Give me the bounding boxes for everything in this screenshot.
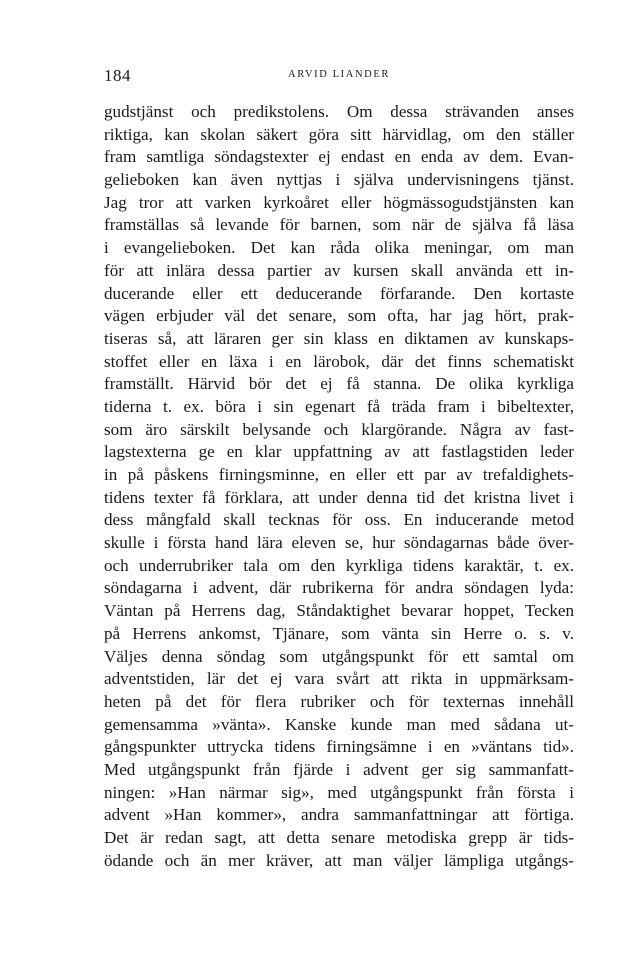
text-line: gemensamma »vänta». Kanske kunde man med sådana ut- [104,714,574,734]
text-line: gudstjänst och predikstolens. Om dessa strävanden anses [104,102,574,121]
text-line: och underrubriker tala om den kyrkliga tidens karaktär, t. ex. [104,555,574,575]
text-line: riktiga, kan skolan säkert göra sitt härvidlag, om den ställer [104,124,574,144]
text-line: ducerande eller ett deducerande förfarande. Den kortaste [104,283,574,303]
text-line: tiseras så, att läraren ger sin klass en diktamen av kunskaps- [104,328,574,348]
text-line: in på påskens firningsminne, en eller ett par av trefaldighets- [104,465,574,484]
text-line: i evangelieboken. Det kan råda olika meningar, om man [104,238,574,258]
text-line: för att inlära dessa partier av kursen skall använda ett in- [104,260,574,280]
text-line: som äro särskilt belysande och klargörande. Några av fast- [104,419,574,439]
text-line: adventstiden, lär det ej vara svårt att rikta in uppmärksam- [104,669,574,689]
text-line: lagstexterna ge en klar uppfattning av att fastlagstiden leder [104,442,574,462]
text-line: tidens texter få förklara, att under denna tid det kristna livet i [104,487,574,507]
page-header [104,66,574,86]
text-line: tiderna t. ex. böra i sin egenart få träda fram i bibeltexter, [104,396,574,416]
text-line: gångspunkter uttrycka tidens firningsämne i en »väntans tid». [104,737,574,757]
text-line: ödande och än mer kräver, att man väljer lämpliga utgångs- [104,850,574,870]
text-line: fram samtliga söndagstexter ej endast en enda av dem. Evan- [104,147,574,167]
text-line: stoffet eller en läxa i en lärobok, där det finns schematiskt [104,351,574,371]
text-line: Det är redan sagt, att detta senare metodiska grepp är tids- [104,828,574,847]
text-line: gelieboken kan även nyttjas i själva undervisningens tjänst. [104,170,574,190]
text-line: dess mångfald skall tecknas för oss. En inducerande metod [104,510,574,530]
text-line: framställas så levande för barnen, som när de själva få läsa [104,215,574,235]
text-line: på Herrens ankomst, Tjänare, som vänta sin Herre o. s. v. [104,623,574,643]
text-line: advent »Han kommer», andra sammanfattningar att förtiga. [104,805,574,825]
text-line: Väntan på Herrens dag, Ståndaktighet bevarar hoppet, Tecken [104,601,574,621]
body-text [104,101,574,872]
running-head: ARVID LIANDER [288,69,390,80]
text-line: söndagarna i advent, där rubrikerna för andra söndagen lyda: [104,578,574,598]
text-line: Med utgångspunkt från fjärde i advent ger sig sammanfatt- [104,759,574,779]
text-line: vägen erbjuder väl det senare, som ofta, har jag hört, prak- [104,306,574,326]
text-line: ningen: »Han närmar sig», med utgångspunkt från första i [104,782,574,802]
text-line: Väljes denna söndag som utgångspunkt för ett samtal om [104,646,574,666]
text-line: heten på det för flera rubriker och för texternas innehåll [104,691,574,711]
text-line: Jag tror att varken kyrkoåret eller högmässogudstjänsten kan [104,192,574,212]
text-line: framställt. Härvid bör det ej få stanna. De olika kyrkliga [104,374,574,394]
page-number: 184 [104,66,131,85]
text-line: skulle i första hand lära eleven se, hur söndagarnas både över- [104,533,574,553]
